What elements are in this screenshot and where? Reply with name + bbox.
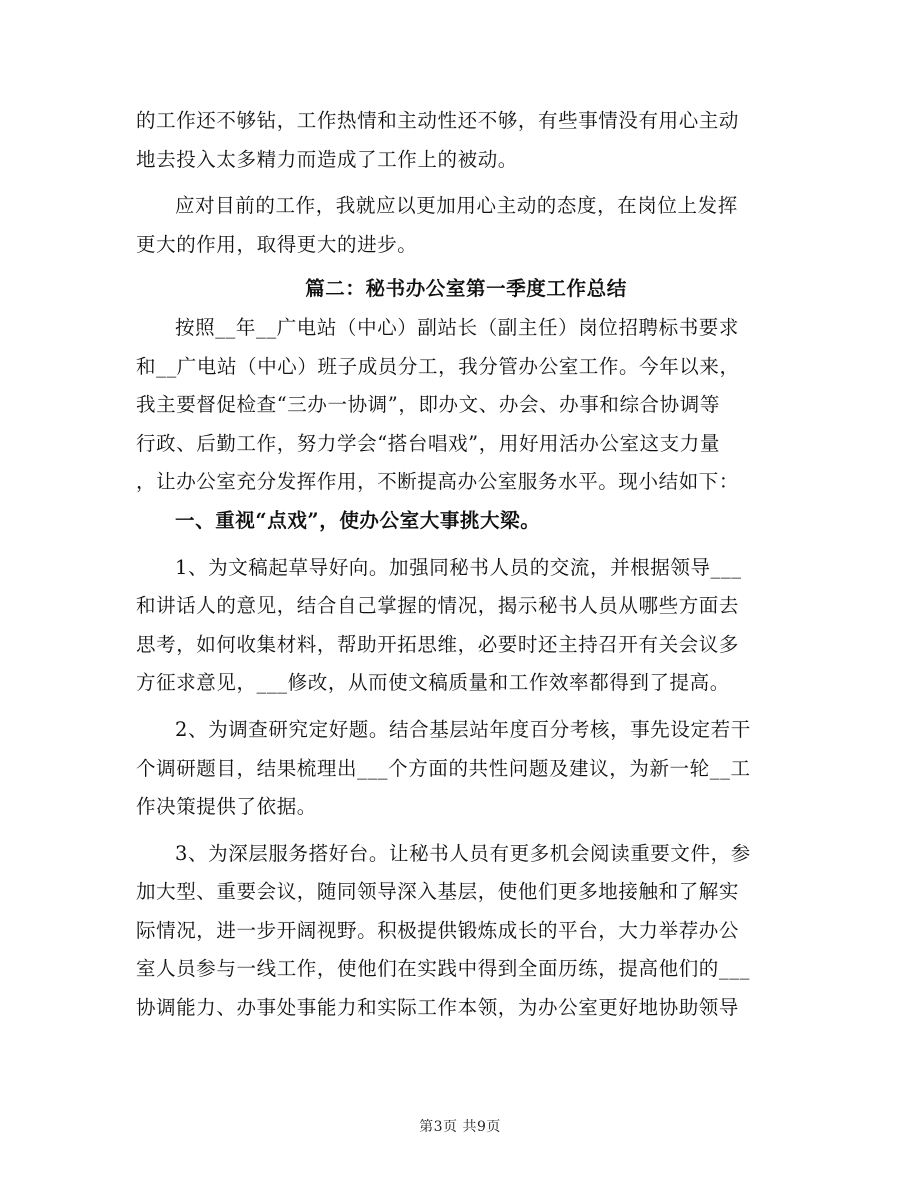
- text-line: 1、为文稿起草导好向。加强同秘书人员的交流，并根据领导___: [175, 555, 742, 579]
- text-line: 加大型、重要会议，随同领导深入基层，使他们更多地接触和了解实: [136, 880, 740, 904]
- paragraph-continuation: [136, 102, 796, 179]
- text-line: 协调能力、办事处事能力和实际工作本领，为办公室更好地协助领导: [136, 996, 740, 1020]
- text-line: 3、为深层服务搭好台。让秘书人员有更多机会阅读重要文件，参: [175, 841, 751, 865]
- text-line: 室人员参与一线工作，使他们在实践中得到全面历练，提高他们的___: [136, 957, 750, 981]
- text-line: 思考，如何收集材料，帮助开拓思维，必要时还主持召开有关会议多: [136, 632, 740, 656]
- text-line: 2、为调查研究定好题。结合基层站年度百分考核，事先设定若干: [175, 717, 751, 741]
- text-line: 的工作还不够钻，工作热情和主动性还不够，有些事情没有用心主动: [136, 109, 740, 132]
- paragraph-item-1: [136, 549, 796, 703]
- text-line: 和__广电站（中心）班子成员分工，我分管办公室工作。今年以来，: [136, 354, 740, 378]
- paragraph-item-2: [136, 711, 796, 827]
- paragraph-item-3: [136, 835, 796, 1028]
- section-title: 篇二：秘书办公室第一季度工作总结: [305, 277, 627, 301]
- text-line: 作决策提供了依据。: [136, 795, 317, 819]
- text-line: 地去投入太多精力而造成了工作上的被动。: [136, 147, 518, 171]
- text-line: 应对目前的工作，我就应以更加用心主动的态度，在岗位上发挥: [175, 194, 738, 218]
- page-number: 第3页 共9页: [419, 1119, 501, 1135]
- text-line: 行政、后勤工作，努力学会“搭台唱戏”，用好用活办公室这支力量: [136, 431, 720, 455]
- paragraph-conclusion: [136, 187, 796, 264]
- text-line: 际情况，进一步开阔视野。积极提供锻炼成长的平台，大力举荐办公: [136, 918, 740, 942]
- text-line: 个调研题目，结果梳理出___个方面的共性问题及建议，为新一轮__工: [136, 756, 751, 780]
- text-line: 方征求意见，___修改，从而使文稿质量和工作效率都得到了提高。: [136, 671, 730, 695]
- text-line: ，让办公室充分发挥作用，不断提高办公室服务水平。现小结如下：: [136, 470, 740, 494]
- subheading-text: 一、重视“点戏”，使办公室大事挑大梁。: [175, 508, 541, 532]
- text-line: 和讲话人的意见，结合自己掌握的情况，揭示秘书人员从哪些方面去: [136, 594, 740, 618]
- document-body: [136, 102, 796, 1028]
- text-line: 我主要督促检查“三办一协调”，即办文、办会、办事和综合协调等: [136, 393, 720, 417]
- paragraph-intro: [136, 309, 796, 502]
- text-line: 更大的作用，取得更大的进步。: [136, 232, 418, 256]
- subheading: [136, 502, 796, 541]
- text-line: 按照__年__广电站（中心）副站长（副主任）岗位招聘标书要求: [175, 315, 740, 339]
